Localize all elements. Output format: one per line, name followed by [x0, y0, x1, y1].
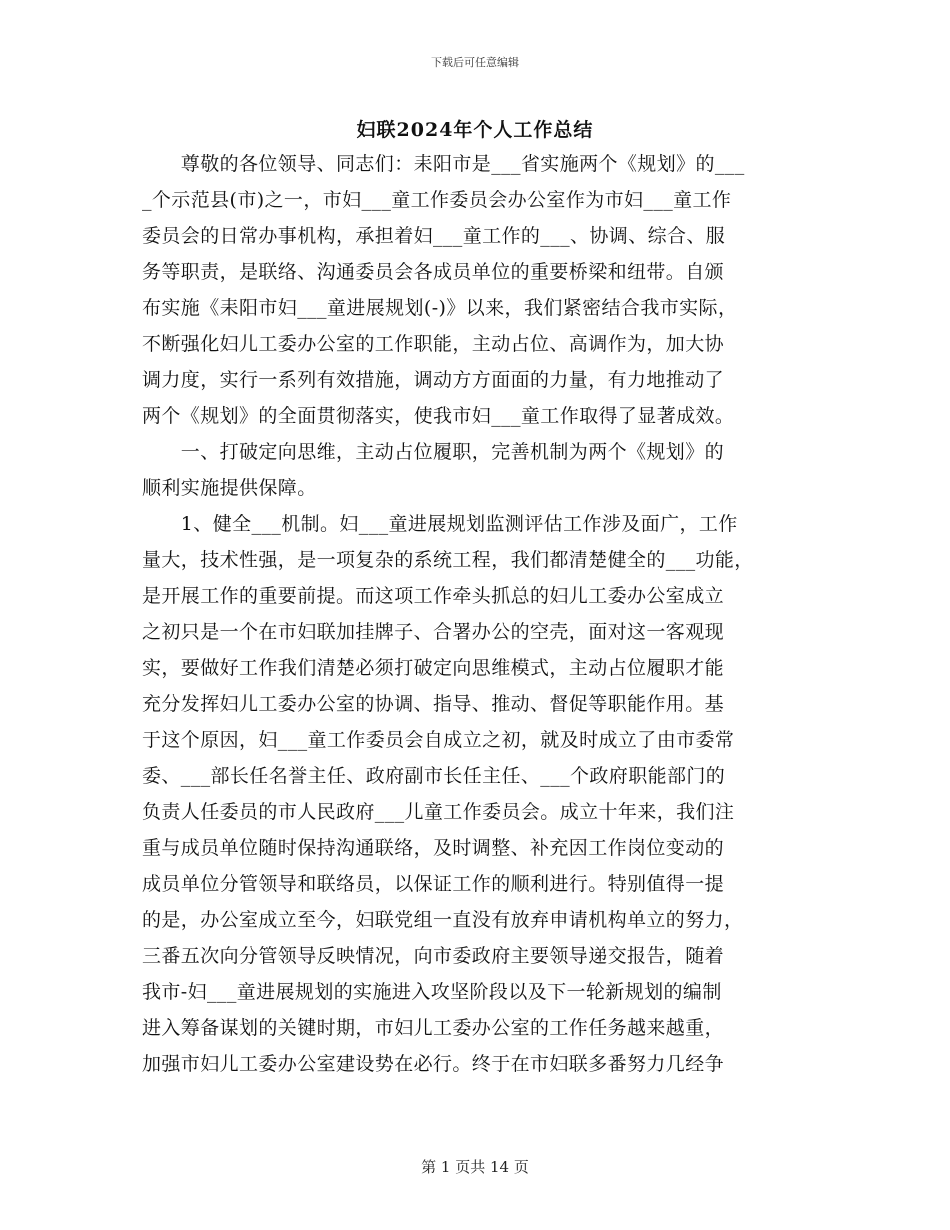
body-line: 的是，办公室成立至今，妇联党组一直没有放弃申请机构单立的努力， [142, 909, 744, 931]
body-line: 是开展工作的重要前提。而这项工作牵头抓总的妇儿工委办公室成立 [142, 585, 725, 607]
document-title: 妇联2024年个人工作总结 [356, 119, 594, 141]
body-line: 委员会的日常办事机构，承担着妇___童工作的___、协调、综合、服 [142, 225, 726, 247]
body-line: 两个《规划》的全面贯彻落实，使我市妇___童工作取得了显著成效。 [142, 405, 735, 427]
body-line: 负责人任委员的市人民政府___儿童工作委员会。成立十年来，我们注 [142, 801, 735, 823]
body-line: 于这个原因，妇___童工作委员会自成立之初，就及时成立了由市委常 [142, 729, 735, 751]
body-line: 调力度，实行一系列有效措施，调动方方面面的力量，有力地推动了 [142, 369, 725, 391]
body-line: 1、健全___机制。妇___童进展规划监测评估工作涉及面广，工作 [142, 513, 738, 535]
body-line: 重与成员单位随时保持沟通联络，及时调整、补充因工作岗位变动的 [142, 837, 725, 859]
body-line: _个示范县(市)之一，市妇___童工作委员会办公室作为市妇___童工作 [142, 189, 732, 211]
body-line: 量大，技术性强，是一项复杂的系统工程，我们都清楚健全的___功能， [142, 549, 754, 571]
body-line: 成员单位分管领导和联络员，以保证工作的顺利进行。特别值得一提 [142, 873, 725, 895]
body-line: 加强市妇儿工委办公室建设势在必行。终于在市妇联多番努力几经争 [142, 1053, 725, 1075]
page-footer: 第 1 页共 14 页 [421, 1158, 529, 1176]
body-line: 之初只是一个在市妇联加挂牌子、合署办公的空壳，面对这一客观现 [142, 621, 725, 643]
page-header: 下载后可任意编辑 [431, 56, 519, 69]
body-line: 务等职责，是联络、沟通委员会各成员单位的重要桥梁和纽带。自颁 [142, 261, 725, 283]
body-line: 尊敬的各位领导、同志们：耒阳市是___省实施两个《规划》的___ [142, 153, 745, 175]
body-line: 不断强化妇儿工委办公室的工作职能，主动占位、高调作为，加大协 [142, 333, 725, 355]
body-line: 实，要做好工作我们清楚必须打破定向思维模式，主动占位履职才能 [142, 657, 725, 679]
body-line: 一、打破定向思维，主动占位履职，完善机制为两个《规划》的 [142, 441, 725, 463]
body-line: 顺利实施提供保障。 [142, 477, 317, 499]
body-line: 我市-妇___童进展规划的实施进入攻坚阶段以及下一轮新规划的编制 [142, 981, 722, 1003]
body-line: 进入筹备谋划的关键时期，市妇儿工委办公室的工作任务越来越重， [142, 1017, 725, 1039]
document-body [142, 146, 822, 1082]
body-line: 委、___部长任名誉主任、政府副市长任主任、___个政府职能部门的 [142, 765, 726, 787]
body-line: 三番五次向分管领导反映情况，向市委政府主要领导递交报告，随着 [142, 945, 725, 967]
body-line: 充分发挥妇儿工委办公室的协调、指导、推动、督促等职能作用。基 [142, 693, 725, 715]
body-line: 布实施《耒阳市妇___童进展规划(-)》以来，我们紧密结合我市实际， [142, 297, 738, 319]
